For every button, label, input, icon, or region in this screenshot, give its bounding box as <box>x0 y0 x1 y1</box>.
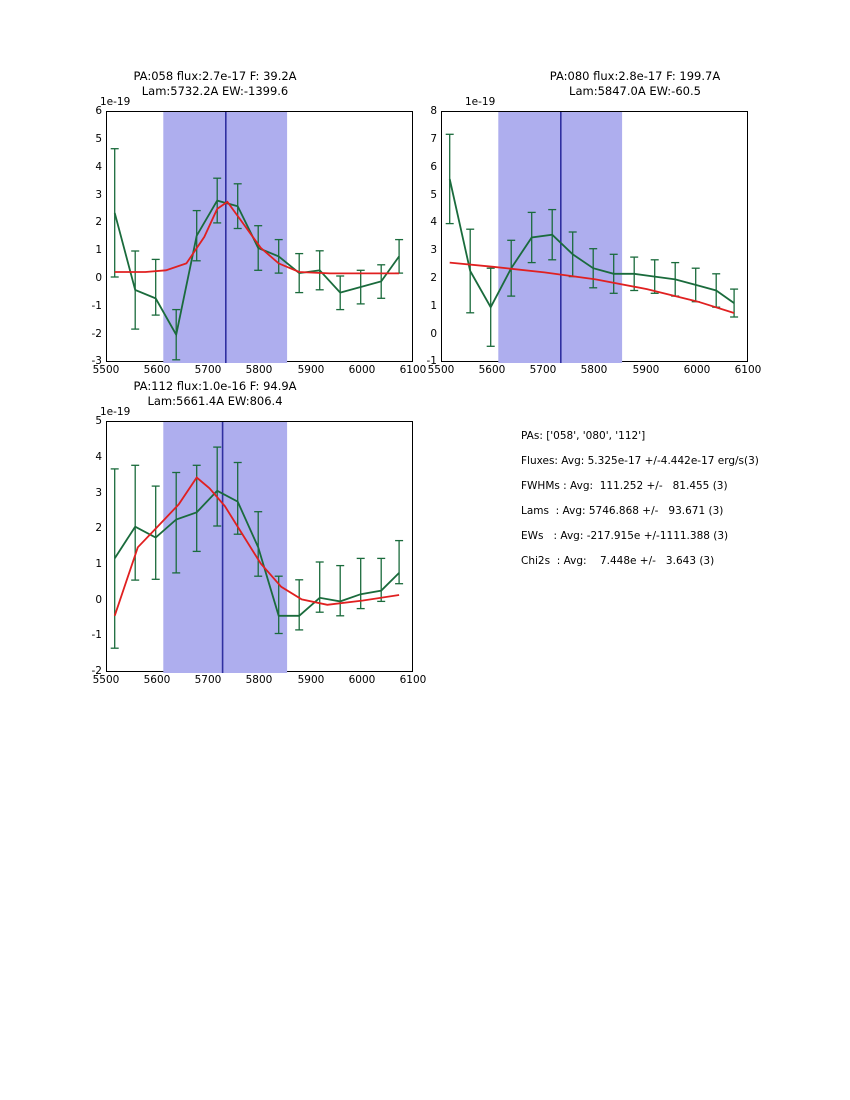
panel-pa080-ytick-m1: -1 <box>426 355 437 367</box>
panel-pa112-xtick-5600: 5600 <box>143 674 171 686</box>
panel-pa058-ytick-m2: -2 <box>91 328 102 340</box>
panel-pa112-ytick-4: 4 <box>95 451 102 463</box>
panel-pa058-ytick-2: 2 <box>95 216 102 228</box>
panel-pa058-xtick-5700: 5700 <box>194 364 222 376</box>
panel-pa058-xtick-5500: 5500 <box>92 364 120 376</box>
panel-pa080-ytick-8: 8 <box>430 105 437 117</box>
panel-pa058-title-line2: Lam:5732.2A EW:-1399.6 <box>141 84 289 98</box>
panel-pa080-ytick-7: 7 <box>430 133 437 145</box>
panel-pa058-xtick-6000: 6000 <box>348 364 376 376</box>
panel-pa112-xtick-6100: 6100 <box>399 674 427 686</box>
panel-pa112-plot-area[interactable] <box>106 421 413 672</box>
panel-pa080-xtick-6000: 6000 <box>683 364 711 376</box>
panel-pa112-ytick-2: 2 <box>95 522 102 534</box>
panel-pa080-title-line2: Lam:5847.0A EW:-60.5 <box>569 84 701 98</box>
panel-pa112 <box>0 310 430 700</box>
panel-pa080-xtick-5700: 5700 <box>529 364 557 376</box>
stats-line-chi2s: Chi2s : Avg: 7.448e +/- 3.643 (3) <box>521 555 715 567</box>
panel-pa080-ytick-3: 3 <box>430 244 437 256</box>
panel-pa112-xtick-6000: 6000 <box>348 674 376 686</box>
panel-pa112-title-line2: Lam:5661.4A EW:806.4 <box>147 394 283 408</box>
panel-pa080-y-exponent: 1e-19 <box>465 96 496 108</box>
stats-line-pas: PAs: ['058', '080', '112'] <box>521 430 646 442</box>
panel-pa080-ytick-5: 5 <box>430 189 437 201</box>
panel-pa112-xtick-5700: 5700 <box>194 674 222 686</box>
panel-pa080-ytick-4: 4 <box>430 216 437 228</box>
panel-pa112-ytick-3: 3 <box>95 487 102 499</box>
panel-pa080 <box>420 0 850 390</box>
panel-pa080-ytick-0: 0 <box>430 328 437 340</box>
panel-pa080-xtick-5500: 5500 <box>427 364 455 376</box>
panel-pa058-xtick-6100: 6100 <box>399 364 427 376</box>
panel-pa112-xtick-5500: 5500 <box>92 674 120 686</box>
summary-stats <box>521 430 821 580</box>
panel-pa080-ytick-2: 2 <box>430 272 437 284</box>
panel-pa112-ytick-0: 0 <box>95 594 102 606</box>
panel-pa058-y-exponent: 1e-19 <box>100 96 131 108</box>
panel-pa058-ytick-3: 3 <box>95 189 102 201</box>
panel-pa112-xtick-5800: 5800 <box>245 674 273 686</box>
panel-pa058-ytick-0: 0 <box>95 272 102 284</box>
panel-pa058-xtick-5900: 5900 <box>297 364 325 376</box>
panel-pa058-ytick-6: 6 <box>95 105 102 117</box>
panel-pa112-svg <box>107 422 414 673</box>
panel-pa080-svg <box>442 112 749 363</box>
panel-pa112-ytick-1: 1 <box>95 558 102 570</box>
panel-pa058-title-line1: PA:058 flux:2.7e-17 F: 39.2A <box>133 69 297 83</box>
panel-pa058-ytick-m1: -1 <box>91 300 102 312</box>
panel-pa080-xtick-5900: 5900 <box>632 364 660 376</box>
panel-pa058-xtick-5600: 5600 <box>143 364 171 376</box>
stats-line-ews: EWs : Avg: -217.915e +/-1111.388 (3) <box>521 530 729 542</box>
panel-pa080-ytick-6: 6 <box>430 161 437 173</box>
panel-pa080-ytick-1: 1 <box>430 300 437 312</box>
panel-pa112-ytick-m1: -1 <box>91 629 102 641</box>
panel-pa080-xtick-6100: 6100 <box>734 364 762 376</box>
panel-pa080-plot-area[interactable] <box>441 111 748 362</box>
panel-pa112-shaded-band <box>163 422 287 673</box>
panel-pa080-xtick-5800: 5800 <box>580 364 608 376</box>
panel-pa080-title-line1: PA:080 flux:2.8e-17 F: 199.7A <box>549 69 721 83</box>
panel-pa058-ytick-5: 5 <box>95 133 102 145</box>
stats-line-lams: Lams : Avg: 5746.868 +/- 93.671 (3) <box>521 505 724 517</box>
panel-pa080-xtick-5600: 5600 <box>478 364 506 376</box>
panel-pa112-y-exponent: 1e-19 <box>100 406 131 418</box>
panel-pa058-ytick-m3: -3 <box>91 355 102 367</box>
panel-pa058-ytick-4: 4 <box>95 161 102 173</box>
panel-pa112-xtick-5900: 5900 <box>297 674 325 686</box>
panel-pa112-title-line1: PA:112 flux:1.0e-16 F: 94.9A <box>133 379 297 393</box>
panel-pa112-ytick-5: 5 <box>95 415 102 427</box>
stats-line-fwhms: FWHMs : Avg: 111.252 +/- 81.455 (3) <box>521 480 728 492</box>
stats-line-fluxes: Fluxes: Avg: 5.325e-17 +/-4.442e-17 erg/s(3) <box>521 455 759 467</box>
panel-pa058-xtick-5800: 5800 <box>245 364 273 376</box>
panel-pa058-ytick-1: 1 <box>95 244 102 256</box>
panel-pa112-ytick-m2: -2 <box>91 665 102 677</box>
